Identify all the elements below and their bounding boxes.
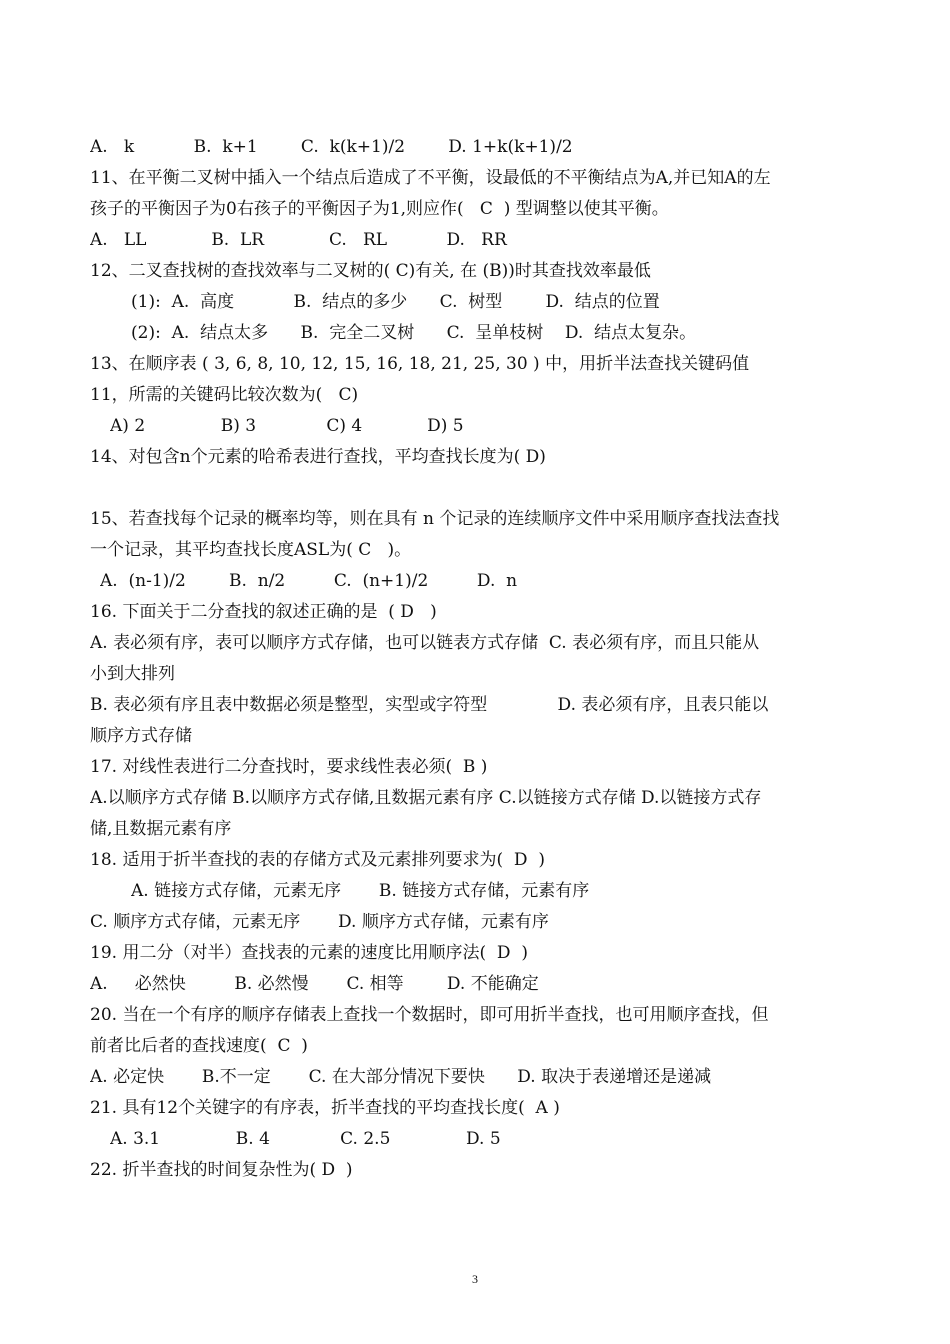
q18-options-line2: C. 顺序方式存储，元素无序 D. 顺序方式存储，元素有序 <box>90 912 549 932</box>
q17-options-line1: A.以顺序方式存储 B.以顺序方式存储,且数据元素有序 C.以链接方式存储 D.以链接方式存 <box>90 788 762 808</box>
q20-options: A. 必定快 B.不一定 C. 在大部分情况下要快 D. 取决于表递增还是递减 <box>90 1067 712 1087</box>
q15-stem-line1: 15、若查找每个记录的概率均等，则在具有 n 个记录的连续顺序文件中采用顺序查找法查找 <box>90 509 780 529</box>
q21-options: A. 3.1 B. 4 C. 2.5 D. 5 <box>110 1129 501 1149</box>
q16-options-line3: B. 表必须有序且表中数据必须是整型，实型或字符型 D. 表必须有序，且表只能以 <box>90 695 769 715</box>
page-number: 3 <box>472 1272 478 1286</box>
q20-stem-line1: 20. 当在一个有序的顺序存储表上查找一个数据时，即可用折半查找，也可用顺序查找，但 <box>90 1005 769 1025</box>
q21-stem: 21. 具有12个关键字的有序表，折半查找的平均查找长度( A ) <box>90 1098 560 1118</box>
q14-options <box>90 475 862 501</box>
q18-stem: 18. 适用于折半查找的表的存储方式及元素排列要求为( D ) <box>90 850 545 870</box>
q11-stem-line2: 孩子的平衡因子为0右孩子的平衡因子为1,则应作( C ) 型调整以使其平衡。 <box>90 199 669 219</box>
q12-part1-options: (1): A. 高度 B. 结点的多少 C. 树型 D. 结点的位置 <box>131 292 660 312</box>
q13-options: A) 2 B) 3 C) 4 D) 5 <box>110 416 464 436</box>
q16-options-line2: 小到大排列 <box>90 664 175 684</box>
q19-stem: 19. 用二分（对半）查找表的元素的速度比用顺序法( D ) <box>90 943 528 963</box>
q19-options: A. 必然快 B. 必然慢 C. 相等 D. 不能确定 <box>90 974 539 994</box>
q11-options: A. LL B. LR C. RL D. RR <box>90 230 507 250</box>
q22-stem: 22. 折半查找的时间复杂性为( D ) <box>90 1160 353 1180</box>
q15-options: A. (n-1)/2 B. n/2 C. (n+1)/2 D. n <box>100 571 518 591</box>
q10-options: A. k B. k+1 C. k(k+1)/2 D. 1+k(k+1)/2 <box>90 137 573 157</box>
q17-stem: 17. 对线性表进行二分查找时，要求线性表必须( B ) <box>90 757 488 777</box>
q13-stem-line2: 11，所需的关键码比较次数为( C) <box>90 385 359 405</box>
q12-part2-options: (2): A. 结点太多 B. 完全二叉树 C. 呈单枝树 D. 结点太复杂。 <box>131 323 697 343</box>
q20-stem-line2: 前者比后者的查找速度( C ) <box>90 1036 308 1056</box>
q12-stem: 12、二叉查找树的查找效率与二叉树的( C)有关, 在 (B))时其查找效率最低 <box>90 261 651 281</box>
q16-options-line1: A. 表必须有序，表可以顺序方式存储，也可以链表方式存储 C. 表必须有序，而且只能从 <box>90 633 760 653</box>
q18-options-line1: A. 链接方式存储，元素无序 B. 链接方式存储，元素有序 <box>131 881 590 901</box>
q17-options-line2: 储,且数据元素有序 <box>90 819 232 839</box>
q13-stem-line1: 13、在顺序表 ( 3, 6, 8, 10, 12, 15, 16, 18, 21, 25, 30 ) 中，用折半法查找关键码值 <box>90 354 750 374</box>
q16-options-line4: 顺序方式存储 <box>90 726 192 746</box>
q16-stem: 16. 下面关于二分查找的叙述正确的是 ( D ) <box>90 602 437 622</box>
q11-stem-line1: 11、在平衡二叉树中插入一个结点后造成了不平衡，设最低的不平衡结点为A,并已知A的左 <box>90 168 771 188</box>
q15-stem-line2: 一个记录，其平均查找长度ASL为( C )。 <box>90 540 412 560</box>
q14-stem: 14、对包含n个元素的哈希表进行查找，平均查找长度为( D) <box>90 447 546 467</box>
